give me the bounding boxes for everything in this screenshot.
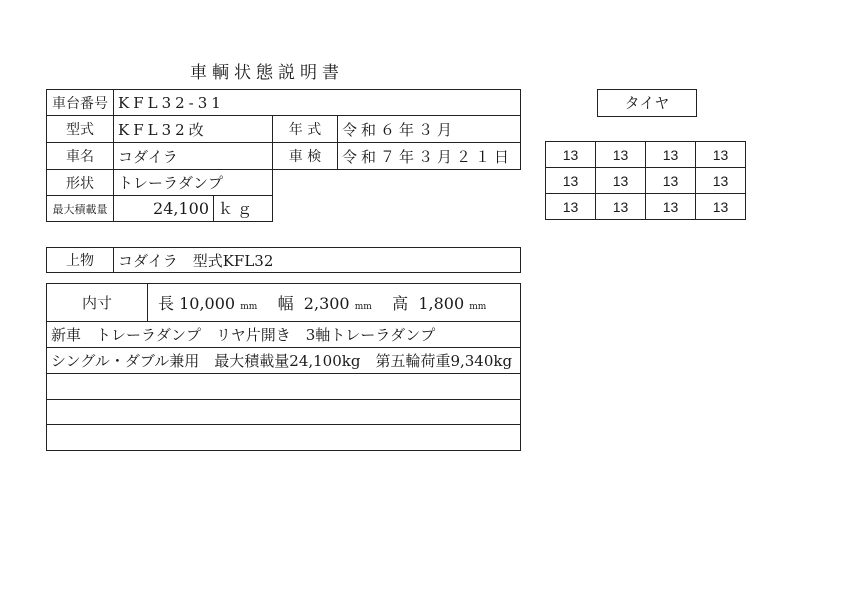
length-unit: mm (240, 302, 258, 312)
tire-cell: 13 (596, 168, 646, 194)
body-value: コダイラ 型式KFL32 (114, 248, 521, 273)
tire-cell: 13 (696, 142, 746, 168)
height-unit: mm (469, 302, 487, 312)
tire-table (545, 141, 746, 220)
inspection-label: 車 検 (273, 143, 338, 170)
note-row (47, 400, 521, 425)
body-table (46, 247, 521, 273)
tire-cell: 13 (546, 168, 596, 194)
shape-capacity-table (46, 169, 273, 222)
inspection-value: 令和７年３月２１日 (338, 143, 521, 170)
tire-cell: 13 (596, 194, 646, 220)
year-value: 令和６年３月 (338, 116, 521, 143)
tire-cell: 13 (696, 194, 746, 220)
year-label: 年 式 (273, 116, 338, 143)
width-value: 2,300 (303, 294, 350, 313)
tire-label: タイヤ (597, 89, 697, 117)
vehicle-info-table (46, 89, 521, 170)
width-unit: mm (354, 302, 372, 312)
height-label: 高 (392, 294, 409, 313)
note-row (47, 425, 521, 451)
note-row: シングル・ダブル兼用 最大積載量24,100kg 第五輪荷重9,340kg (47, 348, 521, 374)
max-capacity-label: 最大積載量 (47, 196, 114, 222)
chassis-number-value: KFL32-31 (114, 90, 521, 116)
model-value: KFL32改 (114, 116, 273, 143)
tire-cell: 13 (546, 194, 596, 220)
max-capacity-unit: ｋｇ (214, 196, 273, 222)
note-row: 新車 トレーラダンプ リヤ片開き 3軸トレーラダンプ (47, 322, 521, 348)
inner-dimension-values (148, 284, 521, 322)
width-label: 幅 (277, 294, 294, 313)
body-label: 上物 (47, 248, 114, 273)
vehicle-name-label: 車名 (47, 143, 114, 170)
length-value: 10,000 (179, 294, 236, 313)
tire-cell: 13 (646, 142, 696, 168)
model-label: 型式 (47, 116, 114, 143)
tire-cell: 13 (596, 142, 646, 168)
length-label: 長 (158, 294, 175, 313)
vehicle-name-value: コダイラ (114, 143, 273, 170)
height-value: 1,800 (418, 294, 465, 313)
tire-cell: 13 (646, 168, 696, 194)
tire-cell: 13 (696, 168, 746, 194)
inner-dimension-label: 内寸 (47, 284, 148, 322)
document-title: 車輌状態説明書 (190, 63, 344, 83)
shape-value: トレーラダンプ (114, 170, 273, 196)
tire-cell: 13 (546, 142, 596, 168)
max-capacity-value: 24,100 (114, 196, 214, 222)
spec-table (46, 283, 521, 451)
note-row (47, 374, 521, 400)
tire-cell: 13 (646, 194, 696, 220)
shape-label: 形状 (47, 170, 114, 196)
chassis-number-label: 車台番号 (47, 90, 114, 116)
